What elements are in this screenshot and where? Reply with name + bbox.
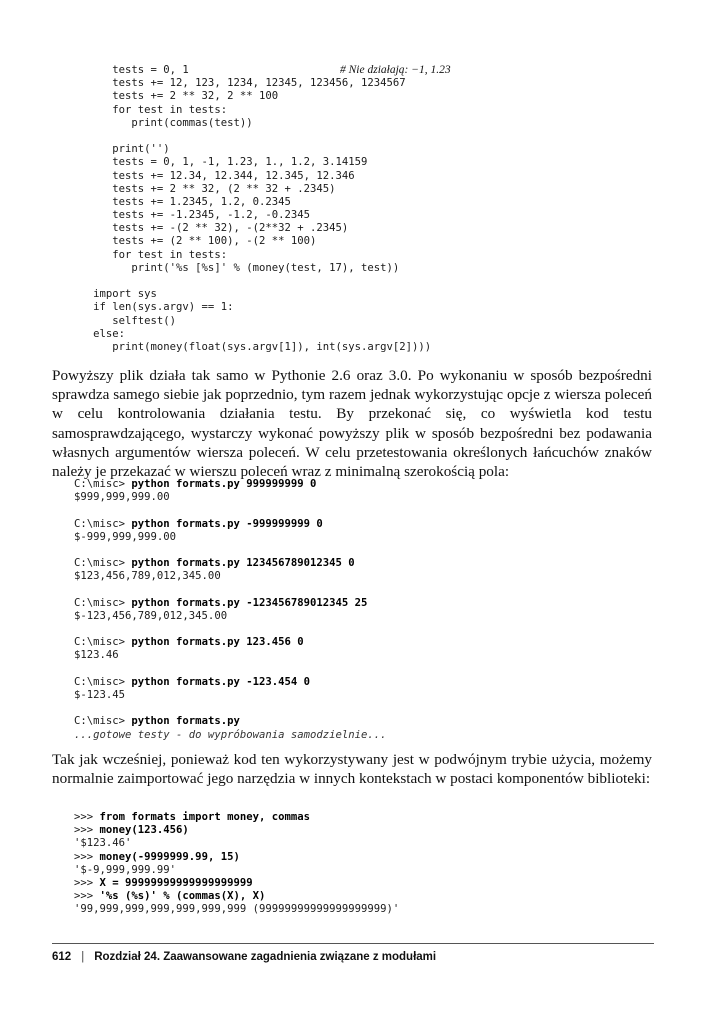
- command-output: $-123,456,789,012,345.00: [74, 609, 228, 622]
- command-output: $123,456,789,012,345.00: [74, 570, 221, 583]
- interactive-input: X = 99999999999999999999: [99, 876, 253, 889]
- footer-rule: [52, 943, 654, 944]
- code-line: tests = 0, 1: [74, 64, 189, 76]
- code-block-interactive: [74, 811, 399, 917]
- blank-line: [74, 584, 387, 597]
- shell-prompt: C:\misc>: [74, 478, 132, 490]
- python-prompt: >>>: [74, 850, 100, 863]
- python-prompt: >>>: [74, 876, 100, 889]
- interactive-input-line: [74, 811, 399, 824]
- shell-prompt: C:\misc>: [74, 636, 132, 649]
- command-text: python formats.py -123456789012345 25: [131, 596, 368, 609]
- interactive-input: '%s (%s)' % (commas(X), X): [99, 890, 266, 903]
- interactive-input: from formats import money, commas: [99, 811, 310, 823]
- command-output: $-123.45: [74, 689, 126, 701]
- code-line: tests += 1.2345, 1.2, 0.2345: [74, 195, 291, 208]
- command-text: python formats.py: [131, 715, 240, 728]
- paragraph-1: Powyższy plik działa tak samo w Pythonie 2.6 oraz 3.0. Po wykonaniu w sposób bezpośredni sprawdza samego siebie jak poprzednio, tym razem jednak wykorzystując opcje z wiersza poleceń w celu kontrolowania działania testu. By przekonać się, co wyświetla kod testu samosprawdzającego, wystarczy wykonać powyższy plik w sposób bezpośredni bez podawania własnych argumentów wiersza poleceń. W celu przetestowania określonych łańcuchów znaków należy je przekazać w wierszu poleceń wraz z minimalną szerokością pola:: [52, 367, 652, 481]
- interactive-input: money(-9999999.99, 15): [99, 850, 240, 863]
- command-text: python formats.py 123456789012345 0: [131, 557, 355, 570]
- code-line: [74, 275, 431, 288]
- command-line: [74, 478, 387, 491]
- shell-prompt: C:\misc>: [74, 557, 132, 570]
- command-output-note: ...gotowe testy - do wypróbowania samodzielnie...: [74, 728, 387, 741]
- interactive-input-line: [74, 890, 399, 903]
- footer-separator: |: [81, 951, 85, 963]
- code-line: tests += 12, 123, 1234, 12345, 123456, 1234567: [74, 77, 406, 90]
- code-line: tests += 2 ** 32, 2 ** 100: [74, 90, 279, 103]
- code-line: tests += 2 ** 32, (2 ** 32 + .2345): [74, 182, 336, 195]
- interactive-input-line: [74, 877, 399, 890]
- code-line: print(commas(test)): [74, 116, 253, 129]
- code-line: for test in tests:: [74, 103, 228, 116]
- code-line: [74, 130, 431, 143]
- code-line: tests += (2 ** 100), -(2 ** 100): [74, 235, 317, 248]
- code-line: for test in tests:: [74, 248, 228, 261]
- shell-prompt: C:\misc>: [74, 715, 132, 728]
- shell-prompt: C:\misc>: [74, 675, 132, 688]
- code-block-selftest: [74, 64, 431, 354]
- chapter-title: Rozdział 24. Zaawansowane zagadnienia związane z modułami: [94, 951, 437, 963]
- code-comment: # Nie działają: −1, 1.23: [340, 64, 451, 76]
- command-line: [74, 636, 387, 649]
- python-prompt: >>>: [74, 811, 100, 823]
- command-text: python formats.py -999999999 0: [131, 517, 323, 530]
- python-prompt: >>>: [74, 824, 100, 837]
- command-output: $-999,999,999.00: [74, 530, 177, 543]
- command-line: [74, 518, 387, 531]
- code-line: tests += -1.2345, -1.2, -0.2345: [74, 209, 310, 222]
- command-text: python formats.py 123.456 0: [131, 636, 304, 649]
- command-line: [74, 676, 387, 689]
- page-footer: [52, 951, 436, 963]
- command-text: python formats.py 999999999 0: [131, 478, 317, 490]
- interactive-output-line: '$-9,999,999.99': [74, 863, 177, 876]
- command-text: python formats.py -123.454 0: [131, 675, 310, 688]
- code-line: tests += 12.34, 12.344, 12.345, 12.346: [74, 169, 355, 182]
- blank-line: [74, 663, 387, 676]
- shell-prompt: C:\misc>: [74, 517, 132, 530]
- code-line: print('%s [%s]' % (money(test, 17), test)): [74, 261, 400, 274]
- command-line: [74, 715, 387, 728]
- code-line: if len(sys.argv) == 1:: [74, 301, 234, 314]
- code-line: selftest(): [74, 314, 177, 327]
- code-line: print(''): [74, 143, 170, 156]
- paragraph-2: Tak jak wcześniej, ponieważ kod ten wykorzystywany jest w podwójnym trybie użycia, możemy normalnie zaimportować jego narzędzia w innych kontekstach w postaci komponentów biblioteki:: [52, 751, 652, 788]
- shell-prompt: C:\misc>: [74, 596, 132, 609]
- command-output: $999,999,999.00: [74, 491, 170, 504]
- python-prompt: >>>: [74, 890, 100, 903]
- code-line: import sys: [74, 288, 157, 301]
- command-line: [74, 597, 387, 610]
- code-line: tests = 0, 1, -1, 1.23, 1., 1.2, 3.14159: [74, 156, 368, 169]
- blank-line: [74, 544, 387, 557]
- code-block-command-line: [74, 478, 387, 742]
- blank-line: [74, 504, 387, 517]
- interactive-input-line: [74, 824, 399, 837]
- blank-line: [74, 623, 387, 636]
- code-line: tests += -(2 ** 32), -(2**32 + .2345): [74, 222, 349, 235]
- command-output: [74, 729, 387, 742]
- interactive-input: money(123.456): [99, 824, 189, 837]
- interactive-input-line: [74, 851, 399, 864]
- command-output: $123.46: [74, 649, 119, 662]
- interactive-output-line: '99,999,999,999,999,999,999 (99999999999999999999)': [74, 903, 400, 916]
- blank-line: [74, 702, 387, 715]
- page-number: 612: [52, 951, 72, 963]
- code-line: else:: [74, 327, 126, 340]
- code-line: print(money(float(sys.argv[1]), int(sys.argv[2]))): [74, 340, 432, 353]
- command-line: [74, 557, 387, 570]
- interactive-output-line: '$123.46': [74, 837, 132, 850]
